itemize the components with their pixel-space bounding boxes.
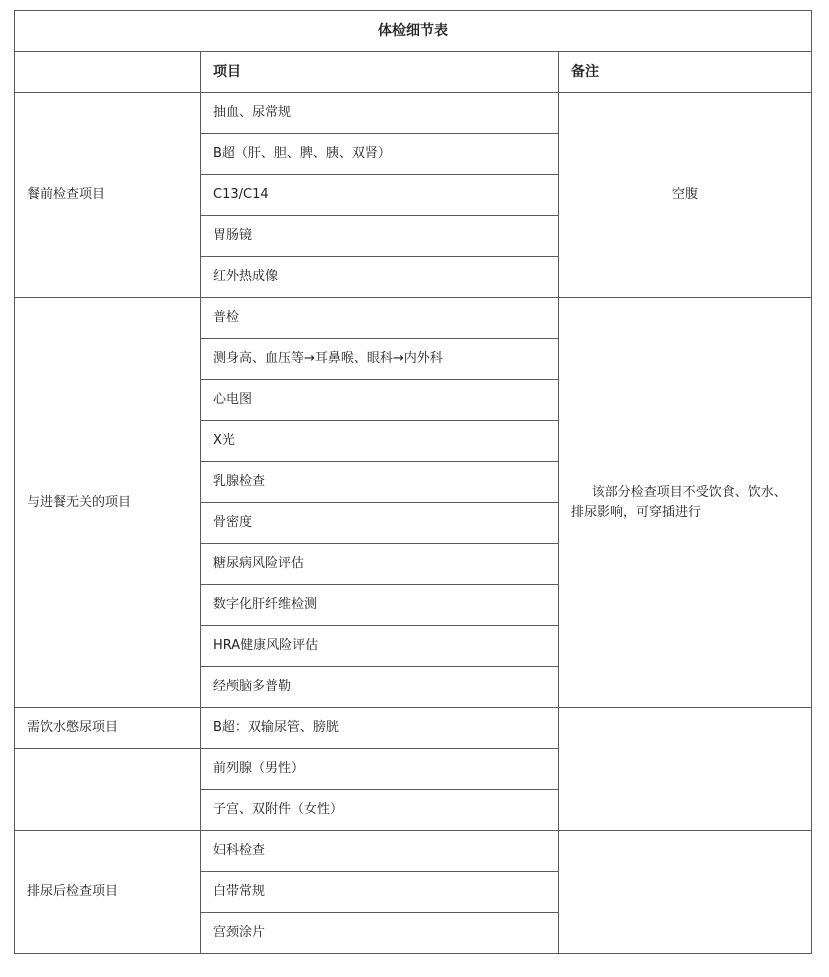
item-cell: C13/C14 [201,175,559,216]
group-category-continuation [15,790,201,831]
item-cell: 胃肠镜 [201,216,559,257]
item-cell: B超：双输尿管、膀胱 [201,708,559,749]
group-category: 排尿后检查项目 [15,831,201,954]
group-category: 餐前检查项目 [15,93,201,298]
table-row [15,298,812,339]
item-cell: 乳腺检查 [201,462,559,503]
header-category [15,52,201,93]
group-category-continuation [15,749,201,790]
item-cell: 测身高、血压等→耳鼻喉、眼科→内外科 [201,339,559,380]
item-cell: 糖尿病风险评估 [201,544,559,585]
item-cell: 数字化肝纤维检测 [201,585,559,626]
group-note [559,708,812,831]
group-note [559,831,812,954]
header-note: 备注 [559,52,812,93]
item-cell: 骨密度 [201,503,559,544]
item-cell: 白带常规 [201,872,559,913]
item-cell: 妇科检查 [201,831,559,872]
group-note: 空腹 [559,93,812,298]
item-cell: 子宫、双附件（女性） [201,790,559,831]
item-cell: 宫颈涂片 [201,913,559,954]
group-category: 与进餐无关的项目 [15,298,201,708]
item-cell: B超（肝、胆、脾、胰、双肾） [201,134,559,175]
item-cell: 心电图 [201,380,559,421]
header-item: 项目 [201,52,559,93]
item-cell: 前列腺（男性） [201,749,559,790]
item-cell: 普检 [201,298,559,339]
table-row [15,831,812,872]
group-category: 需饮水憋尿项目 [15,708,201,749]
item-cell: 经颅脑多普勒 [201,667,559,708]
table-row [15,708,812,749]
exam-detail-table [14,10,812,954]
item-cell: 红外热成像 [201,257,559,298]
table-title: 体检细节表 [15,11,812,52]
header-row [15,52,812,93]
table-row [15,93,812,134]
exam-detail-sheet [14,10,812,954]
item-cell: X光 [201,421,559,462]
title-row [15,11,812,52]
item-cell: 抽血、尿常规 [201,93,559,134]
group-note [559,298,812,708]
item-cell: HRA健康风险评估 [201,626,559,667]
group-note-text: 该部分检查项目不受饮食、饮水、排尿影响，可穿插进行 [571,484,787,520]
